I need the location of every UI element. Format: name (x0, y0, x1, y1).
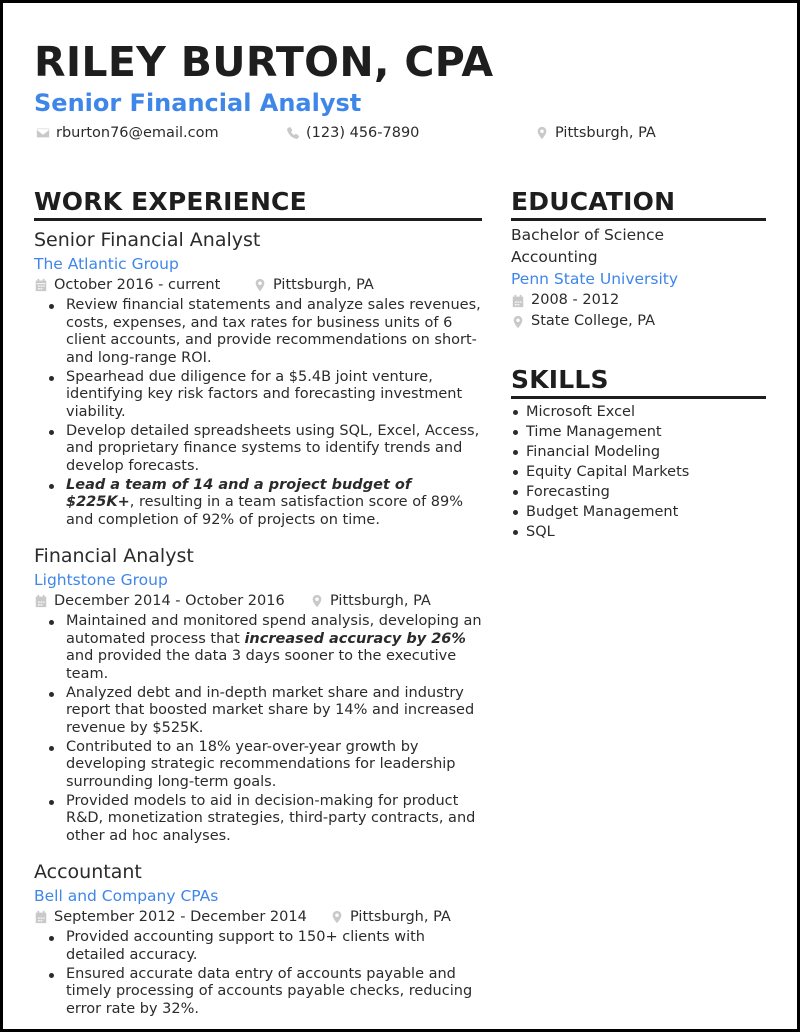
list-item: Maintained and monitored spend analysis, developing an automated process that increased accuracy by 26% and provided the data 3 days sooner to the executive team. (48, 613, 482, 683)
job-title: Financial Analyst (34, 545, 194, 567)
list-item: Forecasting (511, 482, 766, 502)
education-heading: EDUCATION (511, 187, 676, 216)
contact-phone (286, 125, 419, 141)
job-dates-text: December 2014 - October 2016 (54, 593, 285, 609)
map-pin-icon (253, 278, 267, 292)
school-name: Penn State University (511, 270, 679, 288)
list-item: Budget Management (511, 502, 766, 522)
job-location (330, 909, 451, 925)
job-dates (34, 909, 307, 925)
list-item: Develop detailed spreadsheets using SQL, Excel, Access, and proprietary finance systems to identify trends and develop forecasts. (48, 423, 482, 476)
list-item: Provided models to aid in decision-making for product R&D, monetization strategies, third-party contracts, and other ad hoc analyses. (48, 793, 482, 846)
job-location-text: Pittsburgh, PA (330, 593, 431, 609)
calendar-icon (34, 278, 48, 292)
calendar-icon (34, 594, 48, 608)
list-item: Spearhead due diligence for a $5.4B joint venture, identifying key risk factors and forecasting investment viability. (48, 369, 482, 422)
list-item: Analyzed debt and in-depth market share and industry report that boosted market share by 14% and increased revenue by $525K. (48, 685, 482, 738)
list-item: Microsoft Excel (511, 402, 766, 422)
job-dates-text: September 2012 - December 2014 (54, 909, 307, 925)
work-experience-section (34, 227, 482, 1029)
candidate-role: Senior Financial Analyst (34, 89, 362, 117)
map-pin-icon (535, 126, 549, 140)
job-location-text: Pittsburgh, PA (350, 909, 451, 925)
work-experience-rule (34, 218, 482, 221)
field-of-study: Accounting (511, 248, 598, 266)
job-bullets (48, 297, 482, 529)
skills-rule (511, 396, 766, 399)
phone-text: (123) 456-7890 (306, 125, 420, 141)
degree: Bachelor of Science (511, 226, 665, 244)
skills-heading: SKILLS (511, 365, 609, 394)
map-pin-icon (511, 315, 525, 329)
skills-section (511, 402, 766, 542)
list-item: Review financial statements and analyze sales revenues, costs, expenses, and tax rates for business units of 6 client accounts, and provide recommendations on short- and long-range ROI. (48, 297, 482, 367)
map-pin-icon (310, 594, 324, 608)
education-rule (511, 218, 766, 221)
contact-email (36, 125, 219, 141)
job-location (253, 277, 374, 293)
location-text: Pittsburgh, PA (555, 125, 656, 141)
resume-page (3, 3, 797, 1029)
company-name: Bell and Company CPAs (34, 887, 219, 905)
list-item: Time Management (511, 422, 766, 442)
list-item: Provided accounting support to 150+ clients with detailed accuracy. (48, 929, 482, 964)
list-item: Contributed to an 18% year-over-year growth by developing strategic recommendations for leadership surrounding long-term goals. (48, 739, 482, 792)
calendar-icon (34, 910, 48, 924)
job-dates (34, 593, 285, 609)
education-location-text: State College, PA (531, 313, 656, 329)
phone-icon (286, 126, 300, 140)
list-item: Equity Capital Markets (511, 462, 766, 482)
job-entry (34, 859, 482, 1018)
map-pin-icon (330, 910, 344, 924)
job-entry (34, 227, 482, 529)
calendar-icon (511, 294, 525, 308)
job-title: Accountant (34, 861, 142, 883)
job-entry (34, 543, 482, 845)
work-experience-heading: WORK EXPERIENCE (34, 187, 307, 216)
job-location (310, 593, 431, 609)
education-dates-text: 2008 - 2012 (531, 292, 620, 308)
list-item: Financial Modeling (511, 442, 766, 462)
company-name: The Atlantic Group (34, 255, 179, 273)
contact-location (535, 125, 656, 141)
company-name: Lightstone Group (34, 571, 168, 589)
education-section (511, 224, 766, 332)
education-dates (511, 290, 766, 311)
job-meta (34, 275, 482, 297)
job-meta (34, 591, 482, 613)
education-location (511, 311, 766, 332)
skills-list (511, 402, 766, 542)
envelope-icon (36, 126, 50, 140)
job-bullets (48, 613, 482, 845)
list-item: SQL (511, 522, 766, 542)
job-dates (34, 277, 220, 293)
job-dates-text: October 2016 - current (54, 277, 221, 293)
list-item: Ensured accurate data entry of accounts payable and timely processing of accounts payable checks, reducing error rate by 32%. (48, 966, 482, 1019)
email-text: rburton76@email.com (56, 125, 219, 141)
job-meta (34, 907, 482, 929)
job-bullets (48, 929, 482, 1018)
candidate-name: RILEY BURTON, CPA (34, 38, 494, 86)
list-item: Lead a team of 14 and a project budget of $225K+, resulting in a team satisfaction score of 89% and completion of 92% of projects on time. (48, 477, 482, 530)
job-title: Senior Financial Analyst (34, 229, 261, 251)
job-location-text: Pittsburgh, PA (273, 277, 374, 293)
